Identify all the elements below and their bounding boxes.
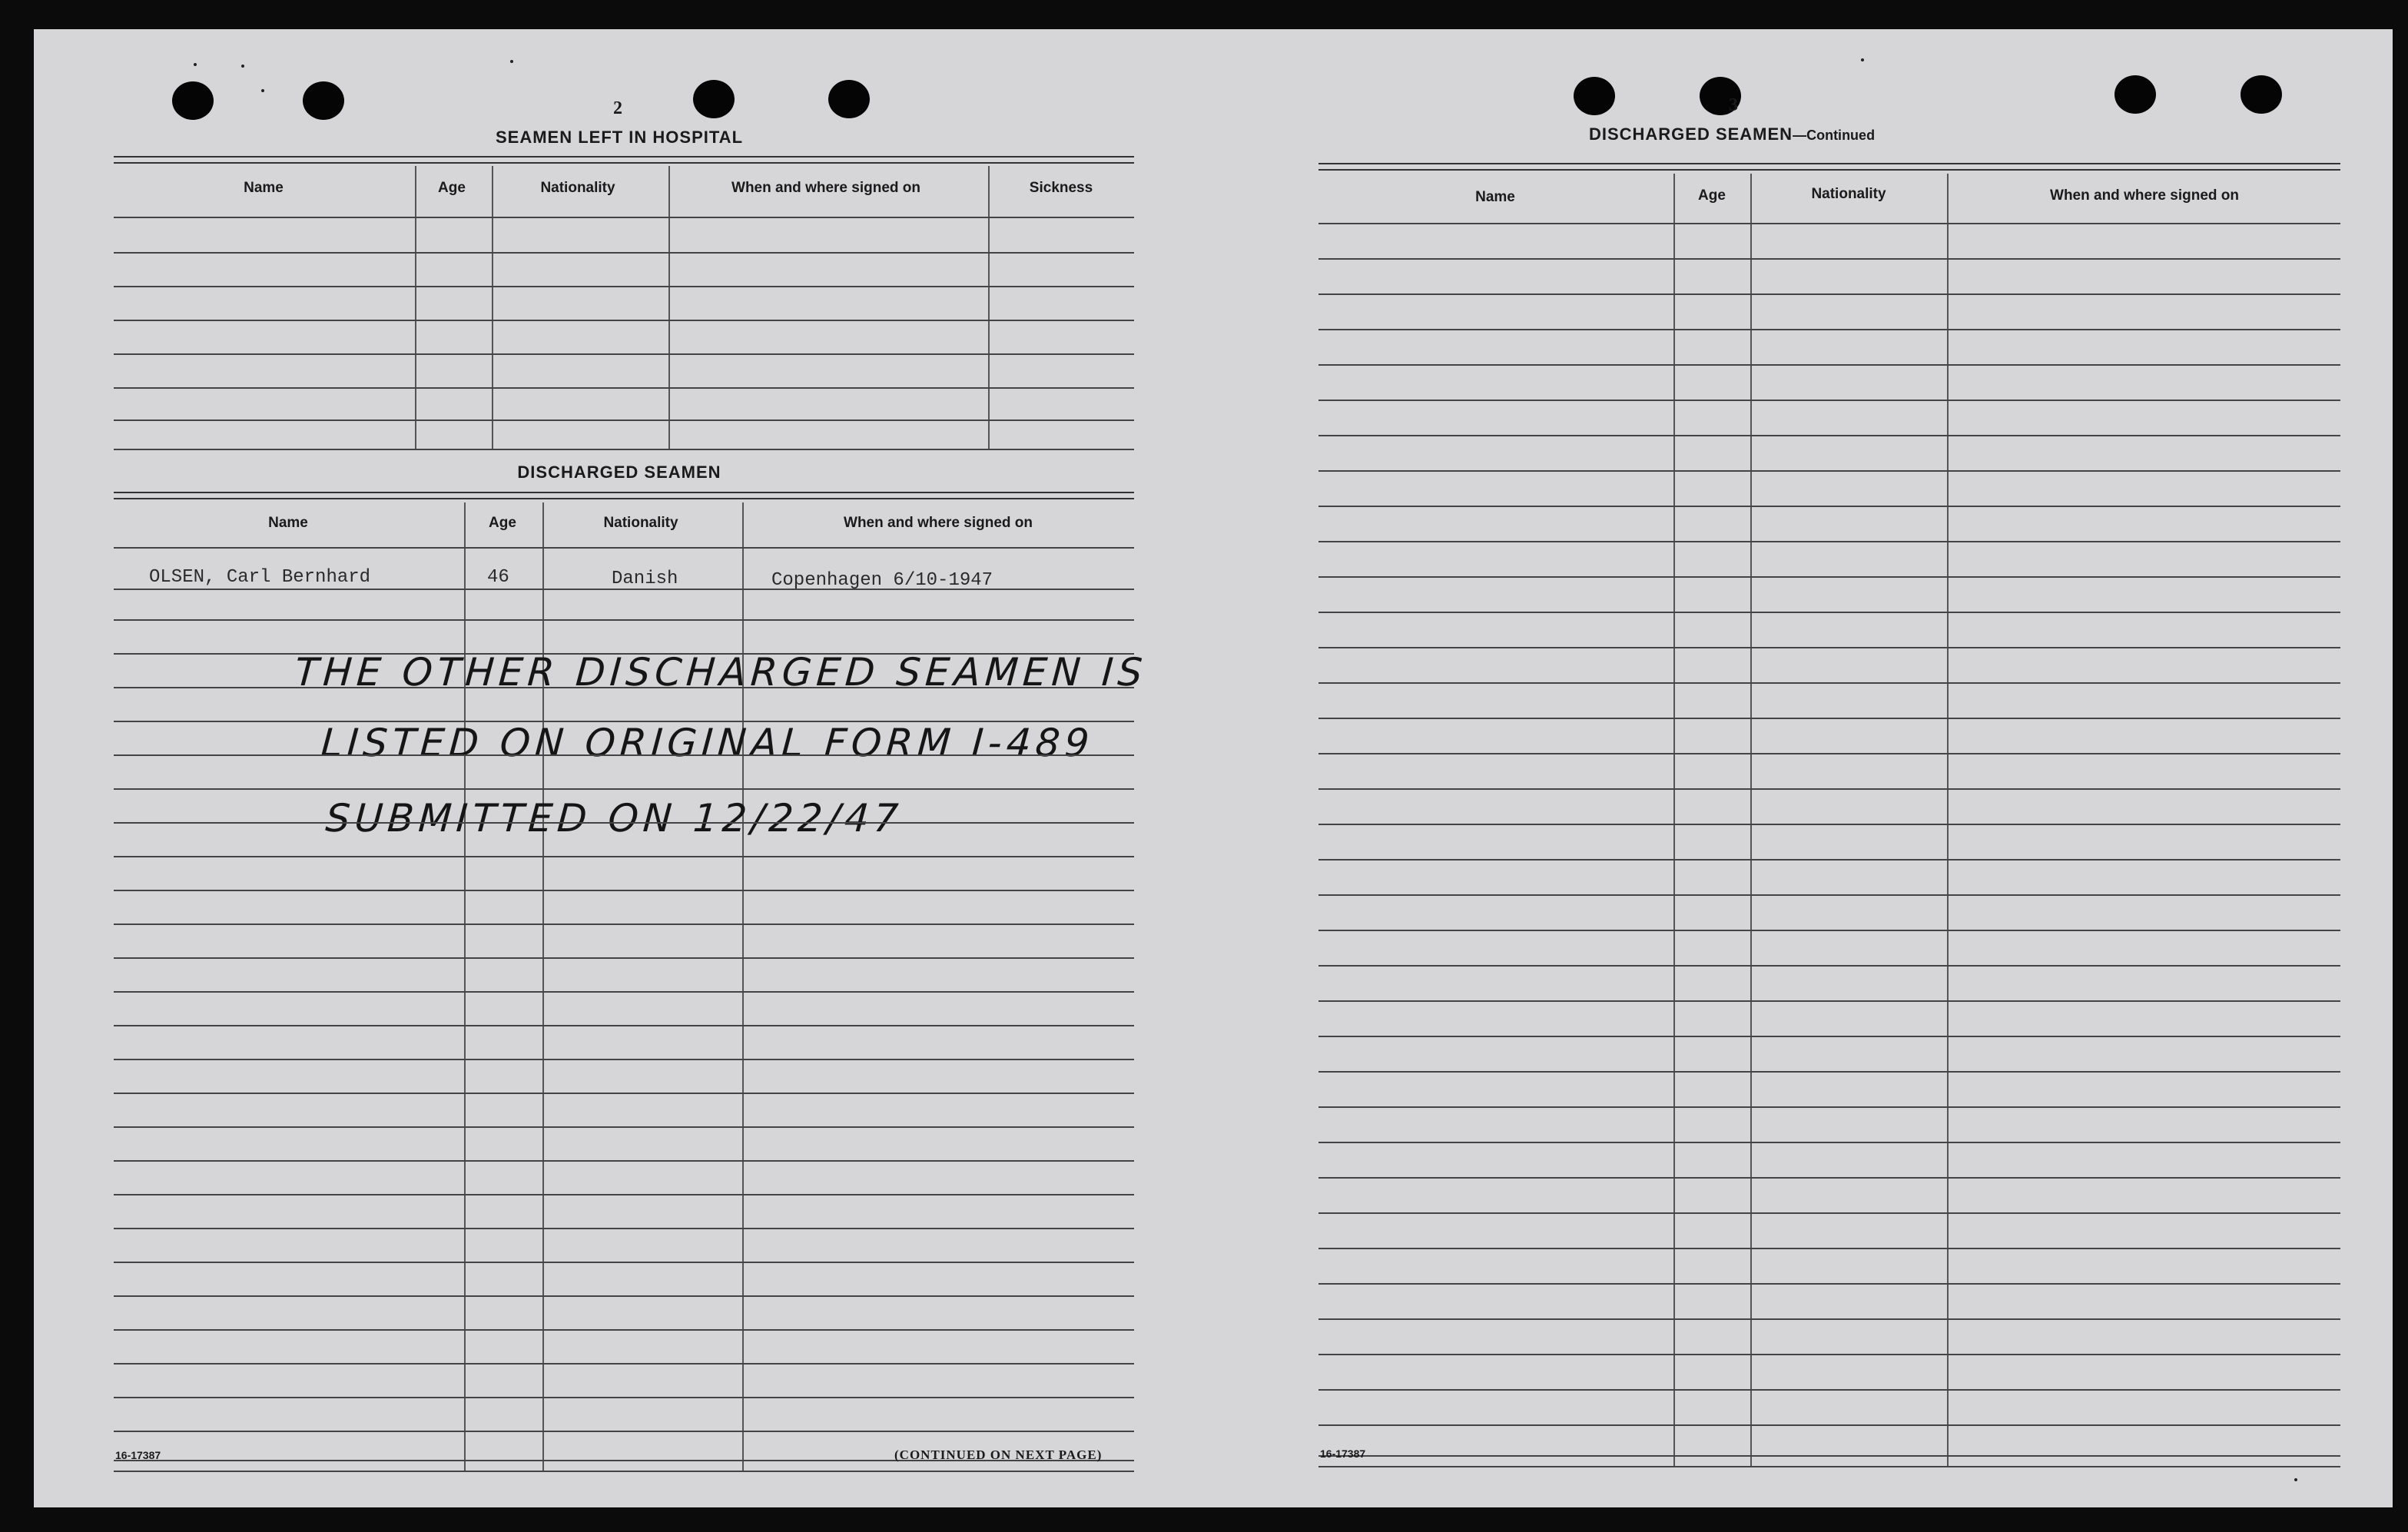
- row-line: [114, 1160, 1134, 1162]
- row-line: [114, 1093, 1134, 1094]
- column-divider: [988, 166, 990, 449]
- seaman-age: 46: [487, 567, 509, 588]
- punch-hole: [303, 81, 344, 120]
- column-divider: [668, 166, 670, 449]
- row-line: [114, 1397, 1134, 1398]
- row-line: [114, 387, 1134, 389]
- row-line: [1318, 1354, 2340, 1355]
- hospital-header-rule: [114, 156, 1134, 164]
- row-line: [114, 890, 1134, 891]
- punch-hole: [2114, 75, 2156, 114]
- row-line: [1318, 894, 2340, 896]
- seaman-signed-on: Copenhagen 6/10-1947: [771, 570, 993, 591]
- speck: [2294, 1478, 2297, 1481]
- row-line: [1318, 1248, 2340, 1249]
- col-header-signed-on: When and where signed on: [731, 180, 920, 196]
- column-divider: [492, 166, 493, 449]
- page-number: 3: [1729, 95, 1738, 115]
- row-line: [114, 1126, 1134, 1128]
- row-line: [114, 353, 1134, 355]
- handwritten-note-line-3: SUBMITTED ON 12/22/47: [323, 796, 904, 841]
- col-header-nationality: Nationality: [540, 180, 615, 196]
- row-line: [114, 822, 1134, 824]
- row-line: [1318, 435, 2340, 436]
- row-line: [114, 1194, 1134, 1195]
- row-line: [1318, 1071, 2340, 1073]
- row-line: [114, 1363, 1134, 1365]
- row-line: [114, 419, 1134, 421]
- row-line: [1318, 859, 2340, 861]
- row-line: [114, 1295, 1134, 1297]
- col-header-name: Name: [1475, 189, 1515, 205]
- row-line: [114, 547, 1134, 549]
- column-divider: [1750, 174, 1752, 1466]
- row-line: [1318, 824, 2340, 825]
- right-page: [1232, 29, 2393, 1507]
- row-line: [1318, 1283, 2340, 1285]
- row-line: [114, 619, 1134, 621]
- col-header-sickness: Sickness: [1029, 180, 1093, 196]
- column-divider: [1673, 174, 1675, 1466]
- speck: [194, 63, 197, 66]
- form-number: 16-17387: [115, 1449, 161, 1461]
- row-line: [1318, 400, 2340, 401]
- row-line: [114, 1471, 1134, 1472]
- row-line: [114, 1329, 1134, 1331]
- handwritten-note-line-1: THE OTHER DISCHARGED SEAMEN IS: [293, 650, 1149, 695]
- speck: [261, 89, 264, 92]
- row-line: [1318, 364, 2340, 366]
- speck: [510, 60, 513, 63]
- row-line: [114, 320, 1134, 321]
- row-line: [114, 252, 1134, 254]
- row-line: [114, 924, 1134, 925]
- seaman-nationality: Danish: [612, 569, 678, 589]
- row-line: [1318, 1318, 2340, 1320]
- row-line: [1318, 541, 2340, 542]
- page-number: 2: [613, 98, 622, 118]
- row-line: [1318, 576, 2340, 578]
- col-header-name: Name: [268, 515, 308, 531]
- discharged-section-title: DISCHARGED SEAMEN: [517, 463, 721, 482]
- row-line: [114, 1262, 1134, 1263]
- row-line: [1318, 293, 2340, 295]
- col-header-age: Age: [438, 180, 466, 196]
- col-header-age: Age: [489, 515, 516, 531]
- row-line: [1318, 682, 2340, 684]
- document-scan: [34, 29, 2393, 1507]
- punch-hole: [693, 80, 735, 118]
- column-divider: [464, 502, 466, 1472]
- row-line: [114, 1059, 1134, 1060]
- column-divider: [742, 502, 744, 1472]
- col-header-nationality: Nationality: [603, 515, 678, 531]
- row-line: [1318, 1106, 2340, 1108]
- row-line: [114, 957, 1134, 959]
- row-line: [1318, 788, 2340, 790]
- col-header-signed-on: When and where signed on: [844, 515, 1033, 531]
- header-rule: [1318, 163, 2340, 171]
- row-line: [114, 653, 1134, 655]
- column-divider: [1947, 174, 1949, 1466]
- punch-hole: [828, 80, 870, 118]
- title-text: DISCHARGED SEAMEN: [1588, 124, 1793, 144]
- row-line: [1318, 470, 2340, 472]
- row-line: [1318, 1177, 2340, 1179]
- row-line: [114, 1025, 1134, 1026]
- row-line: [1318, 1389, 2340, 1391]
- speck: [1861, 58, 1864, 61]
- row-line: [1318, 223, 2340, 224]
- row-line: [1318, 612, 2340, 613]
- row-line: [114, 1228, 1134, 1229]
- hospital-section-title: SEAMEN LEFT IN HOSPITAL: [495, 128, 744, 147]
- row-line: [1318, 506, 2340, 507]
- row-line: [114, 788, 1134, 790]
- seaman-name: OLSEN, Carl Bernhard: [149, 567, 371, 588]
- row-line: [114, 1431, 1134, 1432]
- row-line: [1318, 1142, 2340, 1143]
- row-line: [114, 286, 1134, 287]
- row-line: [114, 589, 1134, 590]
- discharged-continued-title: [1463, 124, 2001, 144]
- row-line: [1318, 965, 2340, 967]
- row-line: [1318, 930, 2340, 931]
- form-number: 16-17387: [1320, 1447, 1366, 1460]
- row-line: [114, 856, 1134, 857]
- handwritten-note-line-2: LISTED ON ORIGINAL FORM I-489: [319, 721, 1096, 765]
- left-page: [34, 29, 1217, 1507]
- title-suffix: —Continued: [1793, 128, 1876, 143]
- column-divider: [415, 166, 416, 449]
- row-line: [1318, 1036, 2340, 1037]
- col-header-nationality: Nationality: [1811, 186, 1886, 202]
- row-line: [114, 449, 1134, 450]
- row-line: [1318, 753, 2340, 754]
- continued-note: (CONTINUED ON NEXT PAGE): [894, 1447, 1103, 1462]
- discharged-header-rule: [114, 492, 1134, 499]
- punch-hole: [172, 81, 214, 120]
- row-line: [1318, 1000, 2340, 1002]
- row-line: [114, 754, 1134, 756]
- row-line: [1318, 1455, 2340, 1457]
- row-line: [1318, 1466, 2340, 1467]
- row-line: [1318, 718, 2340, 719]
- row-line: [1318, 329, 2340, 330]
- speck: [241, 65, 244, 68]
- punch-hole: [1574, 77, 1615, 115]
- row-line: [114, 687, 1134, 688]
- row-line: [1318, 1424, 2340, 1426]
- col-header-name: Name: [244, 180, 284, 196]
- row-line: [114, 721, 1134, 722]
- row-line: [1318, 1212, 2340, 1214]
- row-line: [1318, 647, 2340, 648]
- row-line: [114, 217, 1134, 218]
- col-header-signed-on: When and where signed on: [2050, 187, 2239, 204]
- punch-hole: [2241, 75, 2282, 114]
- row-line: [1318, 258, 2340, 260]
- row-line: [114, 991, 1134, 993]
- col-header-age: Age: [1698, 187, 1726, 204]
- column-divider: [542, 502, 544, 1472]
